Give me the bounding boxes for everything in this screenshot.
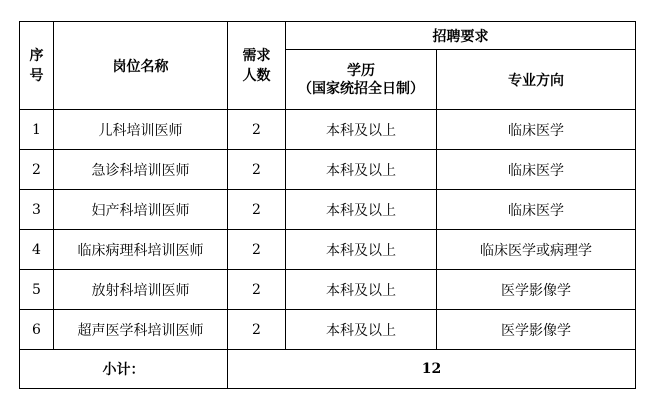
cell-seq: 5 (20, 270, 54, 310)
cell-education: 本科及以上 (286, 230, 437, 270)
header-education-note: （国家统招全日制） (298, 80, 424, 97)
header-seq: 序号 (20, 22, 54, 110)
cell-major: 临床医学 (437, 150, 636, 190)
cell-count: 2 (228, 310, 286, 350)
cell-position: 超声医学科培训医师 (54, 310, 228, 350)
cell-position: 临床病理科培训医师 (54, 230, 228, 270)
recruitment-table (19, 21, 636, 389)
cell-position: 儿科培训医师 (54, 110, 228, 150)
header-requirements: 招聘要求 (286, 22, 636, 50)
total-value: 12 (228, 350, 636, 389)
header-education-title: 学历 (347, 62, 375, 79)
total-row (20, 350, 636, 389)
cell-major: 临床医学或病理学 (437, 230, 636, 270)
cell-major: 临床医学 (437, 190, 636, 230)
table-row (20, 150, 636, 190)
table-row (20, 230, 636, 270)
cell-education: 本科及以上 (286, 310, 437, 350)
table-row (20, 270, 636, 310)
cell-education: 本科及以上 (286, 110, 437, 150)
cell-major: 医学影像学 (437, 270, 636, 310)
header-position: 岗位名称 (54, 22, 228, 110)
cell-count: 2 (228, 190, 286, 230)
cell-seq: 4 (20, 230, 54, 270)
header-count: 需求人数 (228, 22, 286, 110)
cell-seq: 2 (20, 150, 54, 190)
cell-education: 本科及以上 (286, 270, 437, 310)
cell-count: 2 (228, 110, 286, 150)
total-label: 小计： (20, 350, 228, 389)
cell-major: 医学影像学 (437, 310, 636, 350)
cell-seq: 6 (20, 310, 54, 350)
cell-count: 2 (228, 230, 286, 270)
table-row (20, 310, 636, 350)
header-education (286, 50, 437, 110)
cell-seq: 1 (20, 110, 54, 150)
cell-count: 2 (228, 270, 286, 310)
cell-major: 临床医学 (437, 110, 636, 150)
table-row (20, 190, 636, 230)
cell-count: 2 (228, 150, 286, 190)
cell-position: 急诊科培训医师 (54, 150, 228, 190)
cell-education: 本科及以上 (286, 190, 437, 230)
cell-position: 妇产科培训医师 (54, 190, 228, 230)
cell-education: 本科及以上 (286, 150, 437, 190)
cell-position: 放射科培训医师 (54, 270, 228, 310)
table-row (20, 110, 636, 150)
header-row-1 (20, 22, 636, 50)
header-major: 专业方向 (437, 50, 636, 110)
cell-seq: 3 (20, 190, 54, 230)
